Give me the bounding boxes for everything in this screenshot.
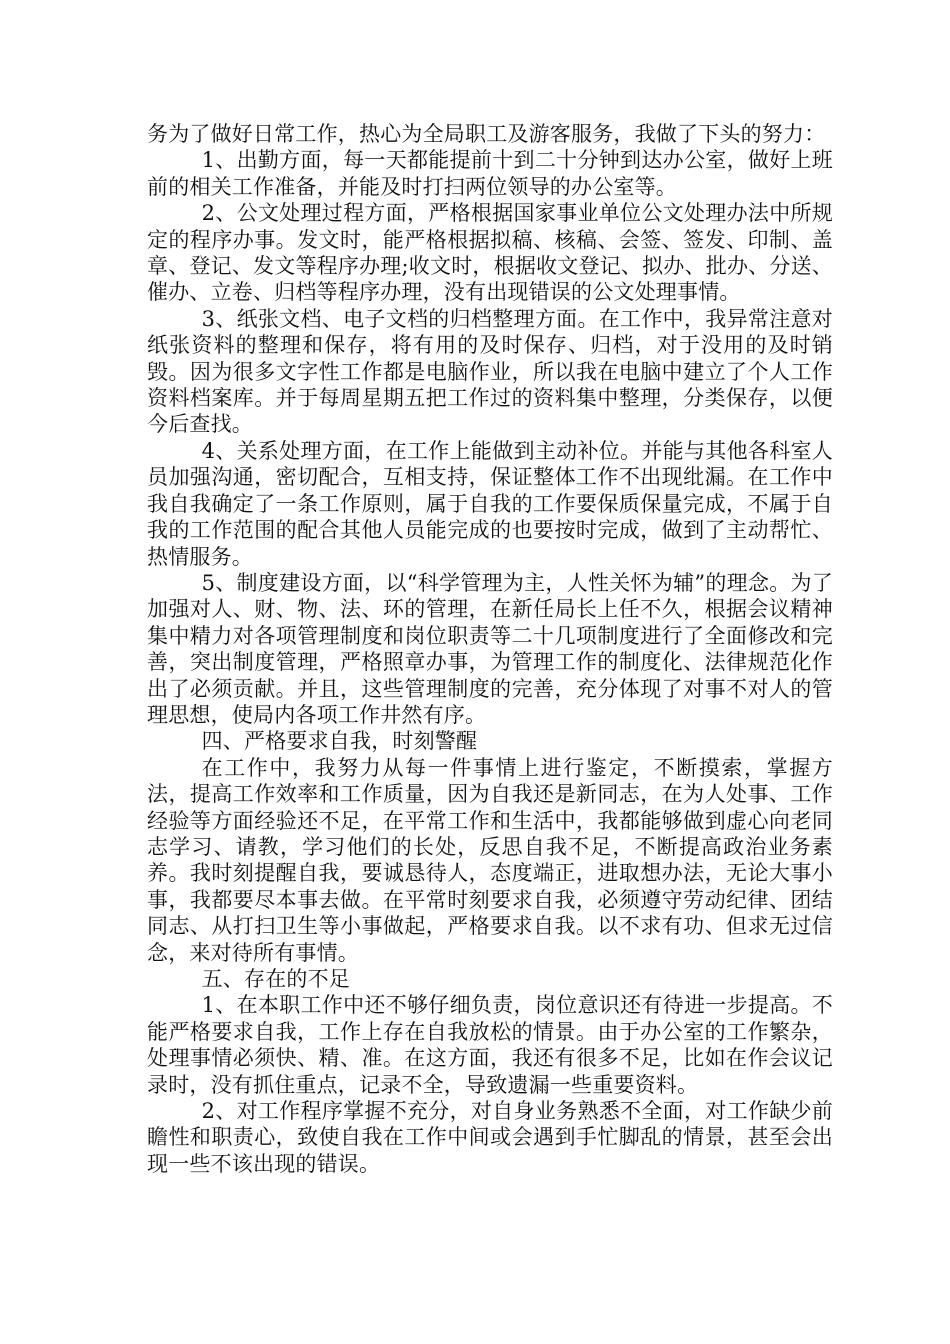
paragraph-relations: 4、关系处理方面，在工作上能做到主动补位。并能与其他各科室人员加强沟通，密切配合，互相支持，保证整体工作不出现纰漏。在工作中我自我确定了一条工作原则，属于自我的工作要保质保量完成，不属于自我的工作范围的配合其他人员能完成的也要按时完成，做到了主动帮忙、热情服务。 bbox=[147, 438, 833, 569]
paragraph-self-requirement: 在工作中，我努力从每一件事情上进行鉴定，不断摸索，掌握方法，提高工作效率和工作质量，因为自我还是新同志，在为人处事、工作经验等方面经验还不足，在平常工作和生活中，我都能够做到虚心向老同志学习、请教，学习他们的长处，反思自我不足，不断提高政治业务素养。我时刻提醒自我，要诚恳待人，态度端正，进取想办法，无论大事小事，我都要尽本事去做。在平常时刻要求自我，必须遵守劳动纪律、团结同志、从打扫卫生等小事做起，严格要求自我。以不求有功、但求无过信念，来对待所有事情。 bbox=[147, 755, 833, 965]
paragraph-shortcoming-2: 2、对工作程序掌握不充分，对自身业务熟悉不全面，对工作缺少前瞻性和职责心，致使自我在工作中间或会遇到手忙脚乱的情景，甚至会出现一些不该出现的错误。 bbox=[147, 1099, 833, 1176]
section-heading-5: 五、存在的不足 bbox=[201, 967, 350, 991]
paragraph-document-handling: 2、公文处理过程方面，严格根据国家事业单位公文处理办法中所规定的程序办事。发文时，能严格根据拟稿、核稿、会签、签发、印制、盖章、登记、发文等程序办理;收文时，根据收文登记、拟办、批办、分送、催办、立卷、归档等程序办理，没有出现错误的公文处理事情。 bbox=[147, 201, 833, 305]
paragraph-system-building: 5、制度建设方面，以“科学管理为主，人性关怀为辅”的理念。为了加强对人、财、物、法、环的管理，在新任局长上任不久，根据会议精神集中精力对各项管理制度和岗位职责等二十几项制度进行了全面修改和完善，突出制度管理，严格照章办事，为管理工作的制度化、法律规范化作出了必须贡献。并且，这些管理制度的完善，充分体现了对事不对人的管理思想，使局内各项工作井然有序。 bbox=[147, 570, 833, 727]
document-page bbox=[147, 121, 833, 1177]
section-heading-4: 四、严格要求自我，时刻警醒 bbox=[201, 729, 478, 754]
paragraph-shortcoming-1: 1、在本职工作中还不够仔细负责，岗位意识还有待进一步提高。不能严格要求自我，工作上存在自我放松的情景。由于办公室的工作繁杂，处理事情必须快、精、准。在这方面，我还有很多不足，比如在作会议记录时，没有抓住重点，记录不全，导致遗漏一些重要资料。 bbox=[147, 993, 833, 1097]
paragraph-attendance: 1、出勤方面，每一天都能提前十到二十分钟到达办公室，做好上班前的相关工作准备，并能及时打扫两位领导的办公室等。 bbox=[147, 148, 833, 199]
paragraph-archiving: 3、纸张文档、电子文档的归档整理方面。在工作中，我异常注意对纸张资料的整理和保存，将有用的及时保存、归档，对于没用的及时销毁。因为很多文字性工作都是电脑作业，所以我在电脑中建立了个人工作资料档案库。并于每周星期五把工作过的资料集中整理，分类保存，以便今后查找。 bbox=[147, 306, 833, 437]
paragraph-intro: 务为了做好日常工作，热心为全局职工及游客服务，我做了下头的努力： bbox=[147, 122, 826, 146]
